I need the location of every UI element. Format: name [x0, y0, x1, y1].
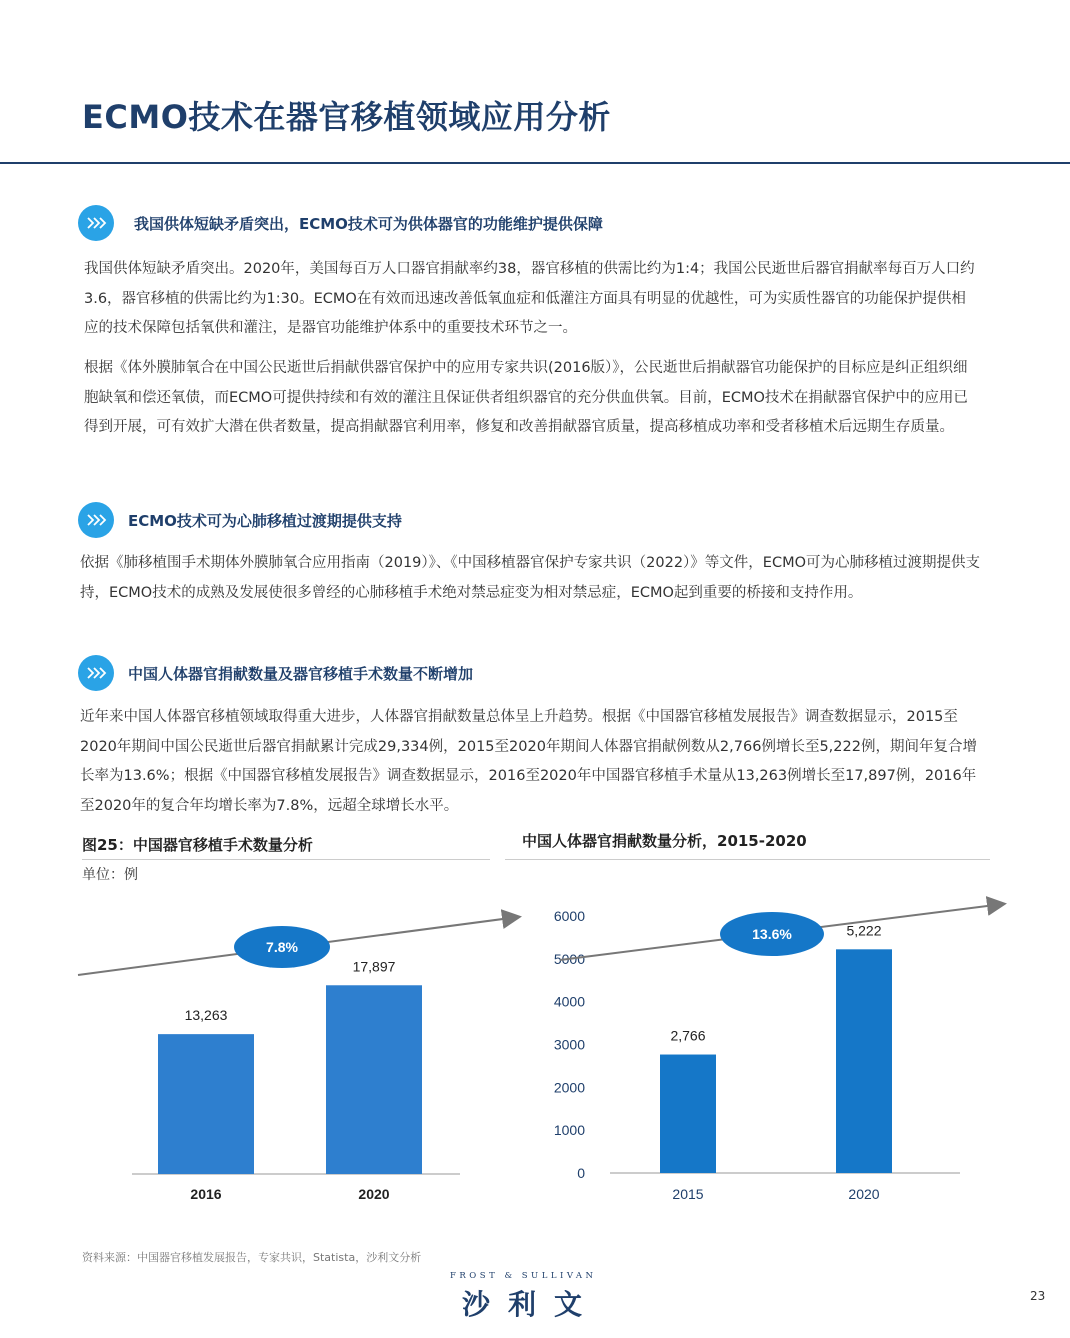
- data-label-2016: 13,263: [184, 1007, 228, 1024]
- data-label-2020: 5,222: [846, 922, 882, 939]
- y-tick-6000: 6000: [553, 908, 585, 924]
- chart-title-donations: 中国人体器官捐献数量分析，2015-2020: [522, 832, 807, 850]
- bar-2020: [326, 985, 422, 1174]
- double-chevron-icon: [78, 655, 114, 691]
- y-tick-3000: 3000: [553, 1036, 585, 1053]
- x-tick-2020: 2020: [358, 1186, 390, 1202]
- section-title: ECMO技术可为心肺移植过渡期提供支持: [128, 511, 402, 530]
- page-number: 23: [1030, 1289, 1046, 1303]
- y-tick-2000: 2000: [553, 1079, 585, 1096]
- bar-2016: [158, 1034, 254, 1174]
- growth-rate-label: 13.6%: [752, 926, 792, 942]
- double-chevron-icon: [78, 205, 114, 241]
- paragraph: 根据《体外膜肺氧合在中国公民逝世后捐献供器官保护中的应用专家共识(2016版）》，公民逝世后捐献器官功能保护的目标应是纠正组织细胞缺氧和偿还氧债，而ECMO可提供持续和有效的灌注且保证供者组织器官的充分供血供氧。目前，ECMO技术在捐献器官保护中的应用已得到开展，可有效扩大潜在供者数量，提高捐献器官利用率，修复和改善捐献器官质量，提高移植成功率和受者移植术后远期生存质量。: [84, 360, 968, 435]
- chart-divider: [82, 859, 490, 860]
- logo-english: FROST & SULLIVAN: [450, 1271, 597, 1281]
- logo-chinese: 沙利文: [462, 1288, 601, 1321]
- y-tick-1000: 1000: [553, 1122, 585, 1139]
- chart-title-transplants: 图25：中国器官移植手术数量分析: [82, 836, 313, 854]
- y-tick-5000: 5000: [553, 950, 585, 967]
- data-label-2015: 2,766: [670, 1027, 706, 1044]
- page-title: ECMO技术在器官移植领域应用分析: [82, 98, 611, 136]
- double-chevron-icon: [78, 502, 114, 538]
- paragraph: 我国供体短缺矛盾突出。2020年，美国每百万人口器官捐献率约38，器官移植的供需比约为1:4；我国公民逝世后器官捐献率每百万人口约3.6，器官移植的供需比约为1:30。ECMO在有效而迅速改善低氧血症和低灌注方面具有明显的优越性，可为实质性器官的功能保护提供相应的技术保障包括氧供和灌注，是器官功能维护体系中的重要技术环节之一。: [84, 261, 975, 336]
- growth-rate-label: 7.8%: [266, 939, 298, 955]
- x-tick-2020: 2020: [848, 1186, 880, 1202]
- section-header-organ-donation: [78, 655, 473, 691]
- paragraph: 依据《肺移植围手术期体外膜肺氧合应用指南（2019）》、《中国移植器官保护专家共识（2022）》等文件，ECMO可为心肺移植过渡期提供支持，ECMO技术的成熟及发展使很多曾经的心肺移植手术绝对禁忌症变为相对禁忌症，ECMO起到重要的桥接和支持作用。: [80, 555, 981, 601]
- paragraph: 近年来中国人体器官移植领域取得重大进步，人体器官捐献数量总体呈上升趋势。根据《中国器官移植发展报告》调查数据显示，2015至2020年期间中国公民逝世后器官捐献累计完成29,334例，2015至2020年期间人体器官捐献例数从2,766例增长至5,222例，期间年复合增长率为13.6%；根据《中国器官移植发展报告》调查数据显示，2016至2020年中国器官移植手术量从13,263例增长至17,897例，2016年至2020年的复合年均增长率为7.8%，远超全球增长水平。: [80, 709, 977, 814]
- section-header-supply-shortage: [78, 205, 603, 241]
- data-label-2020: 17,897: [352, 958, 396, 975]
- x-tick-2015: 2015: [672, 1186, 704, 1202]
- bar-2020: [836, 949, 892, 1173]
- chart-divider: [505, 859, 990, 860]
- section-title: 中国人体器官捐献数量及器官移植手术数量不断增加: [128, 664, 474, 683]
- y-tick-0: 0: [577, 1165, 585, 1181]
- chart-organ-donations: [540, 890, 1020, 1215]
- title-divider: [0, 162, 1070, 164]
- source-note: 资料来源：中国器官移植发展报告，专家共识，Statista，沙利文分析: [82, 1251, 422, 1264]
- x-tick-2016: 2016: [190, 1186, 222, 1202]
- y-tick-4000: 4000: [553, 993, 585, 1010]
- section-header-heart-lung: [78, 502, 402, 538]
- bar-2015: [660, 1055, 716, 1173]
- unit-label: 单位：例: [82, 867, 138, 883]
- chart-transplant-surgeries: [70, 895, 530, 1215]
- section-title: 我国供体短缺矛盾突出，ECMO技术可为供体器官的功能维护提供保障: [134, 214, 603, 233]
